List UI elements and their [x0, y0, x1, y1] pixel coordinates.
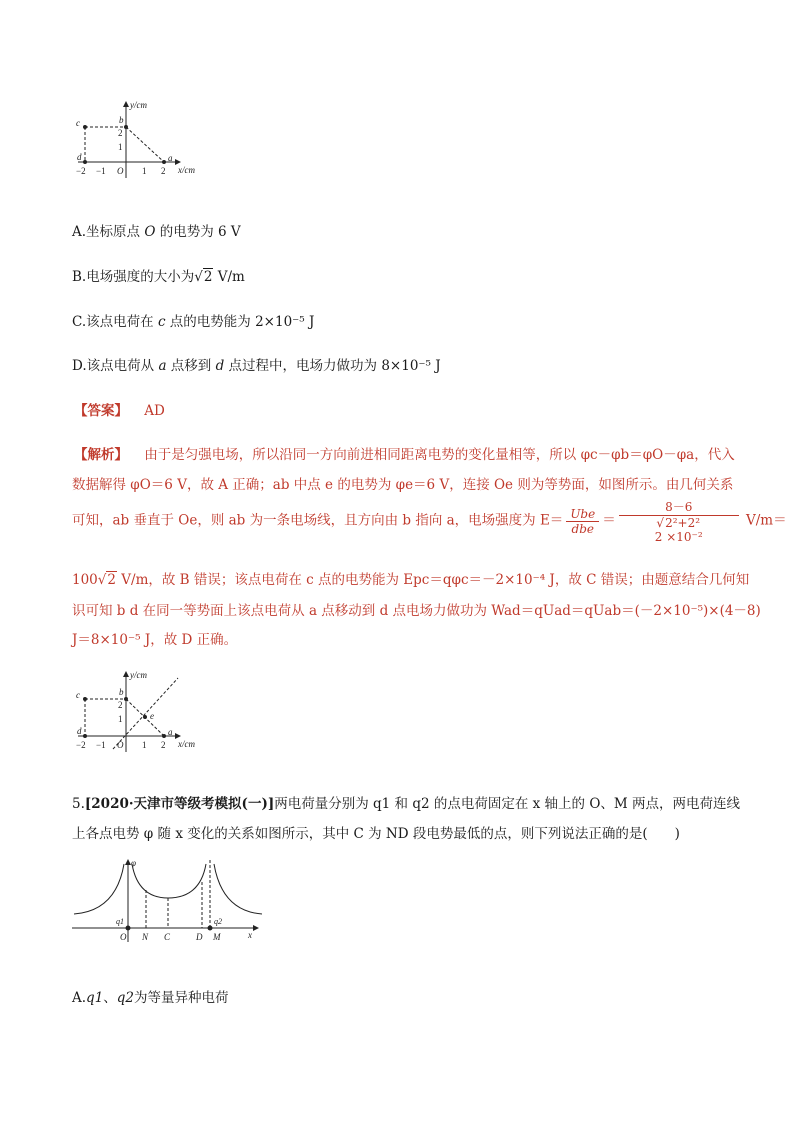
option-c: C.该点电荷在 c 点的电势能为 2×10⁻⁵ J [72, 314, 315, 330]
tick-y-2: 2 [118, 128, 123, 138]
label-a: a [168, 153, 173, 163]
tick-x-1: 1 [142, 740, 147, 750]
charge-q1-dot [126, 926, 131, 931]
label-c: c [76, 118, 80, 128]
analysis-line-5: 识可知 b d 在同一等势面上该点电荷从 a 点移动到 d 点电场力做功为 Wad＝qUad＝qUab＝(－2×10⁻⁵)×(4－8) [72, 603, 761, 619]
question-5-line-1: 5.[2020·天津市等级考模拟(一)]两电荷量分别为 q1 和 q2 的点电荷固定在 x 轴上的 O、M 两点，两电荷连线 [72, 796, 741, 812]
question-5-line-2: 上各点电势 φ 随 x 变化的关系如图所示，其中 C 为 ND 段电势最低的点，则下列说法正确的是( ) [72, 826, 680, 842]
sqrt-sign: √ [194, 269, 203, 285]
question-source: [2020·天津市等级考模拟(一)] [84, 796, 275, 812]
point-d [83, 160, 87, 164]
analysis-line-2: 数据解得 φO＝6 V，故 A 正确；ab 中点 e 的电势为 φe＝6 V，连接 Oe 则为等势面，如图所示。由几何关系 [72, 477, 734, 493]
label-d: d [77, 152, 82, 162]
point-b [124, 697, 128, 701]
label-o: O [120, 932, 127, 942]
label-b: b [119, 115, 124, 125]
y-axis-label: y/cm [130, 100, 147, 110]
fraction-field-calc: 8－6 √2²+2² 2 ×10⁻² [619, 498, 739, 544]
left-curve [74, 864, 124, 914]
right-curve [214, 864, 262, 914]
label-d: d [77, 726, 82, 736]
label-b: b [119, 687, 124, 697]
tick-x-m2: −2 [76, 740, 86, 750]
point-b [124, 125, 128, 129]
answer-line [74, 399, 165, 419]
analysis-line-3: 可知，ab 垂直于 Oe，则 ab 为一条电场线，且方向由 b 指向 a，电场强度为 E＝ $\frac{\text{Ube}}{\text{dbe}}$ ＝ 8－6 √2²+2² 2 ×10⁻² V/m＝ [72, 500, 787, 544]
charge-q2-dot [208, 926, 213, 931]
origin-label: O [117, 740, 124, 750]
option-d: D.该点电荷从 a 点移到 d 点过程中，电场力做功为 8×10⁻⁵ J [72, 358, 441, 374]
answer-value: AD [144, 403, 165, 419]
point-d [83, 734, 87, 738]
tick-x-m1: −1 [96, 740, 106, 750]
sqrt-sign-3: √ [97, 572, 107, 588]
tick-y-1: 1 [118, 142, 123, 152]
point-e [143, 715, 147, 719]
label-d: D [196, 932, 203, 942]
label-e: e [150, 711, 154, 721]
label-c: C [164, 932, 171, 942]
origin-label: O [117, 166, 124, 176]
tick-x-1: 1 [142, 166, 147, 176]
option-b: B.电场强度的大小为√2 V/m [72, 269, 245, 285]
answer-label: 【答案】 [74, 403, 128, 419]
point-a [162, 160, 166, 164]
sqrt-sign-2: √ [656, 516, 665, 530]
dashed-b-a [126, 127, 164, 162]
analysis-line-6: J＝8×10⁻⁵ J，故 D 正确。 [72, 632, 238, 648]
tick-x-2: 2 [161, 740, 166, 750]
analysis-label: 【解析】 [74, 447, 128, 463]
figure-3-potential-graph [68, 856, 268, 946]
tick-y-1: 1 [118, 714, 123, 724]
tick-x-m1: −1 [96, 166, 106, 176]
x-axis-label: x [248, 930, 252, 940]
x-axis-label: x/cm [178, 739, 195, 749]
point-c [83, 697, 87, 701]
analysis-line-1: 【解析】 由于是匀强电场，所以沿同一方向前进相同距离电势的变化量相等，所以 φc－φb＝φO－φa，代入 [74, 447, 735, 463]
label-m: M [213, 932, 221, 942]
middle-curve [132, 864, 206, 898]
figure-1-coordinate-diagram [68, 98, 218, 184]
question-5-option-a: A.q1、q2为等量异种电荷 [72, 990, 229, 1006]
point-c [83, 125, 87, 129]
label-q2: q2 [214, 917, 222, 926]
option-a: A.坐标原点 O 的电势为 6 V [72, 224, 241, 240]
tick-y-2: 2 [118, 700, 123, 710]
analysis-line-4: 100√2 V/m，故 B 错误；该点电荷在 c 点的电势能为 Epc＝qφc＝－2×10⁻⁴ J，故 C 错误；由题意结合几何知 [72, 572, 750, 588]
label-c: c [76, 690, 80, 700]
y-axis-label: y/cm [130, 670, 147, 680]
tick-x-m2: −2 [76, 166, 86, 176]
label-a: a [168, 727, 173, 737]
fraction-ube-dbe: $\frac{\text{Ube}}{\text{dbe}}$ [566, 507, 599, 536]
phi-axis-label: φ [131, 858, 136, 868]
label-q1: q1 [116, 917, 124, 926]
x-axis-label: x/cm [178, 165, 195, 175]
point-a [162, 734, 166, 738]
label-n: N [142, 932, 149, 942]
figure-2-coordinate-diagram [68, 666, 218, 756]
tick-x-2: 2 [161, 166, 166, 176]
